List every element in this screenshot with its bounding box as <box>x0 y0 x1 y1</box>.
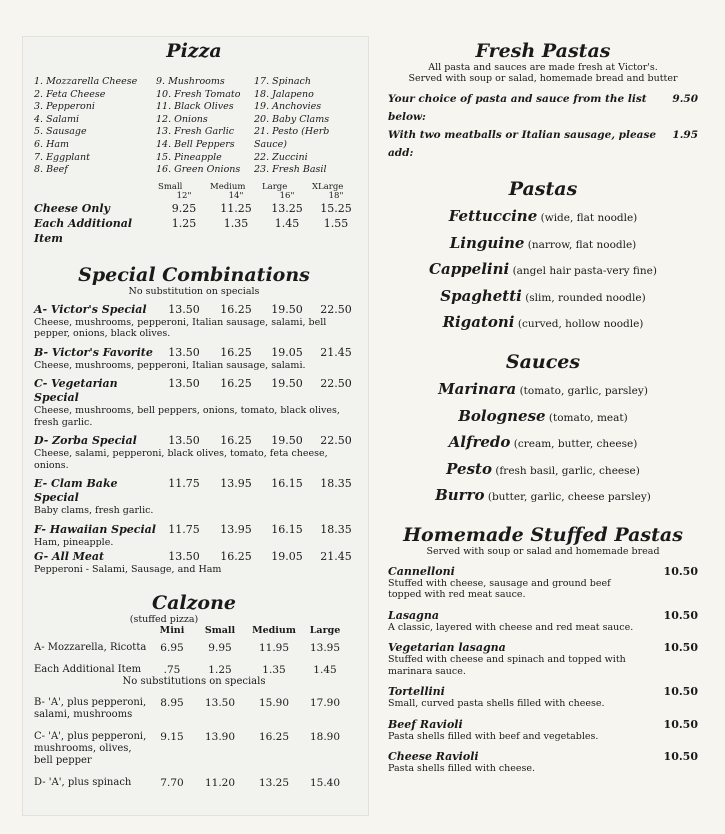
topping-item: 18. Jalapeno <box>254 88 314 100</box>
price: 16.25 <box>220 434 252 448</box>
topping-item: 23. Fresh Basil <box>254 164 327 176</box>
topping-item: 4. Salami <box>34 113 80 125</box>
calzone-label: D- 'A', plus spinach <box>34 776 132 788</box>
price: 10.50 <box>663 608 698 622</box>
fresh-pastas-title: Fresh Pastas <box>475 40 611 62</box>
topping-item: 9. Mushrooms <box>156 76 225 87</box>
sauce-name: Marinara <box>438 379 517 398</box>
sauce-item <box>388 457 698 484</box>
price: 18.35 <box>320 477 352 491</box>
price: 22.50 <box>320 434 352 448</box>
price: 21.45 <box>320 550 352 564</box>
stuffed-name: Lasagna <box>388 608 439 622</box>
special-description: Cheese, mushrooms, pepperoni, Italian sausage, salami, bell pepper, onions, black olives. <box>34 316 327 340</box>
price: 21.45 <box>320 345 352 359</box>
topping-item: 2. Feta Cheese <box>34 88 106 100</box>
size-name: Medium <box>210 181 246 192</box>
specials-list <box>34 303 354 576</box>
size-label <box>158 183 210 201</box>
stuffed-item <box>388 641 698 677</box>
pasta-name: Linguine <box>449 233 525 252</box>
price: 10.50 <box>663 685 698 699</box>
toppings-column-2 <box>150 76 250 177</box>
calzone-row <box>34 731 354 767</box>
price: 9.50 <box>672 93 698 105</box>
price: 15.40 <box>309 776 341 789</box>
calzone-row <box>34 642 354 654</box>
size-label <box>210 183 262 201</box>
toppings-column-3 <box>250 76 354 177</box>
size-label <box>262 183 312 201</box>
price-row-label: Cheese Only <box>34 201 110 215</box>
size-label: Large <box>309 624 341 636</box>
sauce-item <box>388 377 698 404</box>
pizza-toppings <box>34 76 354 177</box>
stuffed-name: Beef Ravioli <box>388 717 463 731</box>
pasta-name: Fettuccine <box>448 207 538 225</box>
sauce-desc: (butter, garlic, cheese parsley) <box>487 491 651 504</box>
pasta-item <box>388 310 698 337</box>
sauce-item <box>388 404 698 431</box>
stuffed-desc: Stuffed with cheese and spinach and topped with marinara sauce. <box>388 654 626 677</box>
price: 17.90 <box>309 696 341 709</box>
specials-note: No substitution on specials <box>128 285 260 297</box>
fresh-pastas-note: All pasta and sauces are made fresh at Victor's. <box>428 62 658 73</box>
price: 19.05 <box>271 550 303 564</box>
price: 13.95 <box>220 477 252 491</box>
topping-item: 1. Mozzarella Cheese <box>34 76 138 87</box>
pasta-choice-line <box>388 126 698 162</box>
special-item <box>34 477 354 517</box>
special-name: A- Victor's Special <box>34 302 147 316</box>
price: 13.25 <box>258 776 290 789</box>
pasta-name: Cappelini <box>429 260 510 279</box>
size-inch: 18" <box>328 190 344 201</box>
sauce-desc: (cream, butter, cheese) <box>513 438 638 451</box>
price: 22.50 <box>320 377 352 391</box>
price: 10.50 <box>663 750 698 764</box>
price: 11.75 <box>168 522 200 536</box>
pizza-price-row <box>34 201 354 216</box>
pasta-item <box>388 204 698 231</box>
topping-item: 22. Zuccini <box>254 151 308 163</box>
pizza-title: Pizza <box>166 40 222 62</box>
size-label <box>312 183 360 201</box>
pizza-price-row <box>34 216 354 246</box>
size-inch: 14" <box>228 190 244 201</box>
topping-item: 21. Pesto (Herb Sauce) <box>254 126 330 150</box>
topping-item: 13. Fresh Garlic <box>156 126 235 138</box>
calzone-note: No substitutions on specials <box>122 675 266 687</box>
pasta-item <box>388 231 698 258</box>
pasta-choice-line <box>388 90 698 126</box>
special-name: E- Clam Bake Special <box>34 477 118 505</box>
price: 13.50 <box>168 550 200 564</box>
size-label: Mini <box>159 624 185 636</box>
special-item <box>34 523 354 549</box>
stuffed-list <box>388 565 698 775</box>
price: 9.15 <box>160 730 184 743</box>
choice-text: With two meatballs or Italian sausage, please add: <box>388 129 657 159</box>
stuffed-desc: Small, curved pasta shells filled with cheese. <box>388 698 605 710</box>
stuffed-item <box>388 718 698 743</box>
calzone-title: Calzone <box>151 591 236 614</box>
price: 18.35 <box>320 522 352 536</box>
sauce-name: Bolognese <box>458 406 546 425</box>
price: 1.45 <box>313 663 337 676</box>
price: 13.50 <box>168 345 200 359</box>
price: 6.95 <box>160 641 184 654</box>
pasta-name: Spaghetti <box>440 286 522 305</box>
special-item <box>34 550 354 576</box>
size-label: Small <box>204 624 236 636</box>
right-column <box>388 40 698 775</box>
topping-item: 19. Anchovies <box>254 101 322 113</box>
sauce-name: Pesto <box>446 459 492 478</box>
stuffed-name: Tortellini <box>388 685 445 699</box>
stuffed-name: Cheese Ravioli <box>388 750 479 764</box>
sauce-item <box>388 430 698 457</box>
special-name: C- Vegetarian Special <box>34 377 118 405</box>
price: 9.95 <box>208 641 232 654</box>
special-item <box>34 434 354 471</box>
special-description: Cheese, mushrooms, pepperoni, Italian sausage, salami. <box>34 359 306 371</box>
topping-item: 17. Spinach <box>254 76 311 87</box>
stuffed-desc: Pasta shells filled with beef and vegetables. <box>388 730 599 742</box>
special-name: F- Hawaiian Special <box>34 522 156 536</box>
topping-item: 8. Beef <box>34 164 68 176</box>
calzone-row <box>34 697 354 721</box>
pastas-title: Pastas <box>508 178 578 200</box>
price: .75 <box>163 663 181 676</box>
size-name: XLarge <box>312 181 344 192</box>
topping-item: 12. Onions <box>156 113 208 125</box>
pasta-desc: (slim, rounded noodle) <box>525 291 646 304</box>
special-description: Ham, pineapple. <box>34 536 114 548</box>
special-name: D- Zorba Special <box>34 434 137 448</box>
price: 18.90 <box>309 730 341 743</box>
calzone-row <box>34 777 354 789</box>
price: 13.50 <box>168 302 200 316</box>
pasta-item <box>388 257 698 284</box>
topping-item: 16. Green Onions <box>156 164 241 176</box>
topping-item: 6. Ham <box>34 138 70 150</box>
sauce-name: Burro <box>435 486 485 505</box>
price: 16.25 <box>220 377 252 391</box>
price: 11.95 <box>258 641 290 654</box>
special-name: B- Victor's Favorite <box>34 345 153 359</box>
pasta-desc: (narrow, flat noodle) <box>527 238 637 251</box>
price: 10.50 <box>663 717 698 731</box>
pizza-size-header <box>34 183 354 201</box>
price: 11.20 <box>204 776 236 789</box>
price: 9.25 <box>171 201 197 215</box>
special-name: G- All Meat <box>34 550 105 564</box>
price: 1.45 <box>274 216 300 230</box>
price: 7.70 <box>160 776 184 789</box>
price: 22.50 <box>320 302 352 316</box>
price: 8.95 <box>160 696 184 709</box>
price: 16.25 <box>220 550 252 564</box>
price: 1.35 <box>262 663 286 676</box>
price: 19.50 <box>271 302 303 316</box>
sauce-desc: (tomato, garlic, parsley) <box>519 384 648 397</box>
price: 1.95 <box>672 129 698 141</box>
price: 11.25 <box>220 201 252 215</box>
price: 16.15 <box>271 477 303 491</box>
sauce-name: Alfredo <box>448 433 511 452</box>
size-name: Small <box>158 181 183 192</box>
pasta-desc: (wide, flat noodle) <box>540 212 638 224</box>
topping-item: 15. Pineapple <box>156 151 222 163</box>
size-label: Medium <box>252 624 296 636</box>
special-description: Pepperoni - Salami, Sausage, and Ham <box>34 564 222 576</box>
stuffed-item <box>388 750 698 775</box>
topping-item: 5. Sausage <box>34 126 87 138</box>
topping-item: 14. Bell Peppers <box>156 138 235 150</box>
topping-item: 10. Fresh Tomato <box>156 88 241 100</box>
price: 19.50 <box>271 434 303 448</box>
price: 10.50 <box>663 641 698 655</box>
special-item <box>34 377 354 428</box>
pastas-list <box>388 204 698 337</box>
special-description: Baby clams, fresh garlic. <box>34 505 154 517</box>
price: 19.05 <box>271 345 303 359</box>
topping-item: 3. Pepperoni <box>34 101 95 113</box>
calzone-label: B- 'A', plus pepperoni, salami, mushrooms <box>34 696 147 720</box>
pasta-desc: (curved, hollow noodle) <box>517 318 644 331</box>
sauces-title: Sauces <box>505 350 581 373</box>
choice-text: Your choice of pasta and sauce from the list below: <box>388 93 647 123</box>
special-item <box>34 303 354 340</box>
price: 16.25 <box>220 302 252 316</box>
price: 11.75 <box>168 477 200 491</box>
sauce-desc: (fresh basil, garlic, cheese) <box>495 464 640 477</box>
size-name: Large <box>262 181 288 192</box>
fresh-pastas-note: Served with soup or salad, homemade bread and butter <box>408 73 678 84</box>
price: 19.50 <box>271 377 303 391</box>
topping-item: 11. Black Olives <box>156 101 234 113</box>
stuffed-desc: A classic, layered with cheese and red meat sauce. <box>388 621 634 633</box>
stuffed-desc: Stuffed with cheese, sausage and ground beef topped with red meat sauce. <box>388 577 611 601</box>
price: 1.35 <box>223 216 249 230</box>
size-inch: 16" <box>279 190 295 201</box>
price: 1.25 <box>171 216 197 230</box>
stuffed-name: Cannelloni <box>388 564 455 578</box>
sauces-list <box>388 377 698 510</box>
left-column <box>34 40 354 789</box>
price: 13.50 <box>204 696 236 709</box>
price: 16.15 <box>271 522 303 536</box>
stuffed-title: Homemade Stuffed Pastas <box>403 523 683 546</box>
special-description: Cheese, mushrooms, bell peppers, onions, tomato, black olives, fresh garlic. <box>34 405 340 428</box>
special-item <box>34 346 354 372</box>
price: 15.90 <box>258 696 290 709</box>
calzone-row <box>34 664 354 676</box>
topping-item: 20. Baby Clams <box>254 113 330 125</box>
stuffed-item <box>388 685 698 710</box>
price: 16.25 <box>220 345 252 359</box>
pasta-name: Rigatoni <box>442 313 515 332</box>
stuffed-name: Vegetarian lasagna <box>388 641 506 655</box>
price: 13.95 <box>309 641 341 654</box>
calzone-size-header <box>34 625 354 636</box>
sauce-item <box>388 483 698 510</box>
price: 16.25 <box>258 730 290 743</box>
price: 15.25 <box>320 201 352 215</box>
price: 13.95 <box>220 522 252 536</box>
price: 10.50 <box>663 564 698 578</box>
calzone-label: Each Additional Item <box>34 663 142 675</box>
price: 13.50 <box>168 434 200 448</box>
special-description: Cheese, salami, pepperoni, black olives, tomato, feta cheese, onions. <box>34 448 328 471</box>
toppings-column-1 <box>34 76 150 177</box>
size-inch: 12" <box>176 190 192 201</box>
price: 13.90 <box>204 730 236 743</box>
price-row-label: Each Additional Item <box>34 216 133 245</box>
pasta-item <box>388 284 698 311</box>
pasta-desc: (angel hair pasta-very fine) <box>512 265 657 278</box>
specials-title: Special Combinations <box>78 263 310 286</box>
price: 1.25 <box>208 663 232 676</box>
topping-item: 7. Eggplant <box>34 151 90 163</box>
sauce-desc: (tomato, meat) <box>548 411 628 424</box>
stuffed-note: Served with soup or salad and homemade bread <box>426 545 660 557</box>
stuffed-desc: Pasta shells filled with cheese. <box>388 763 536 775</box>
stuffed-item <box>388 565 698 601</box>
price: 1.55 <box>323 216 349 230</box>
calzone-subtitle: (stuffed pizza) <box>129 613 199 625</box>
calzone-label: C- 'A', plus pepperoni, mushrooms, olives, bell pepper <box>34 730 147 766</box>
price: 13.25 <box>271 201 303 215</box>
calzone-label: A- Mozzarella, Ricotta <box>34 641 147 653</box>
stuffed-item <box>388 609 698 634</box>
price: 13.50 <box>168 377 200 391</box>
